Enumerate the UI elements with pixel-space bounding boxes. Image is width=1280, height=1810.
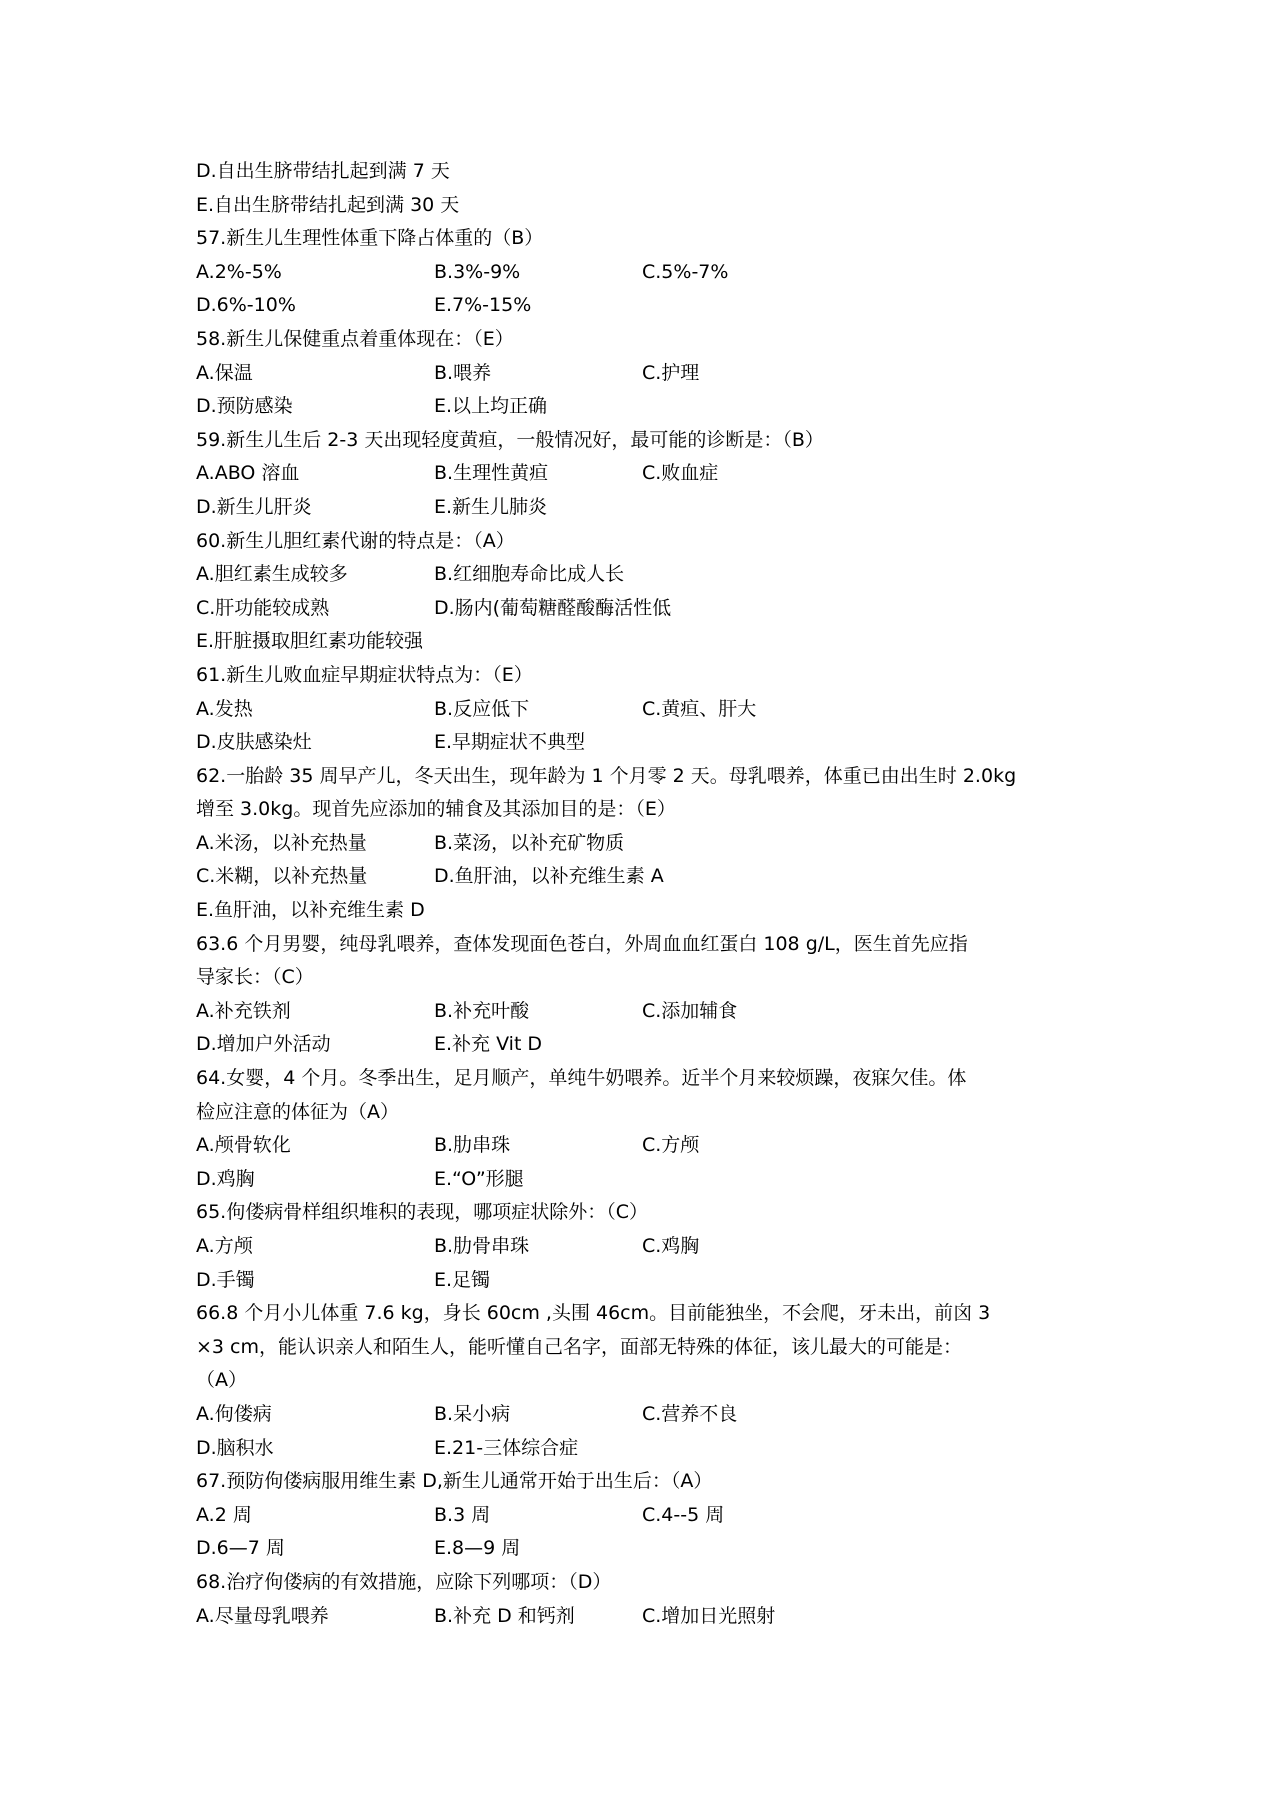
option-text: D.6—7 周 [196,1537,285,1560]
option-text: A.2 周 [196,1503,252,1526]
option-text: C.肝功能较成熟 [196,596,330,619]
option-text: B.补充 D 和钙剂 [434,1604,575,1627]
option-row [196,256,1096,290]
text-line: 增至 3.0kg。现首先应添加的辅食及其添加目的是：（E） [196,798,676,821]
option-row [196,1163,1096,1197]
option-text: E.补充 Vit D [434,1033,543,1056]
question-text: 65.佝偻病骨样组织堆积的表现，哪项症状除外：（C） [196,1201,648,1224]
option-text: B.3%-9% [434,260,521,283]
option-text: B.肋串珠 [434,1134,511,1157]
option-text: A.胆红素生成较多 [196,563,348,586]
option-row [196,827,1096,861]
option-text: C.护理 [642,361,700,384]
option-text: B.喂养 [434,361,492,384]
text-line: ×3 cm，能认识亲人和陌生人，能听懂自己名字，面部无特殊的体征，该儿最大的可能是： [196,1335,963,1358]
option-text: D.预防感染 [196,395,293,418]
option-text: B.红细胞寿命比成人长 [434,563,625,586]
option-text: D.增加户外活动 [196,1033,331,1056]
option-row [196,289,1096,323]
option-row [196,491,1096,525]
question-text: 61.新生儿败血症早期症状特点为：（E） [196,663,533,686]
option-text: E.8—9 周 [434,1537,521,1560]
text-line: E.肝脏摄取胆红素功能较强 [196,630,424,653]
option-row [196,1600,1096,1634]
option-text: A.2%-5% [196,260,282,283]
option-text: C.米糊，以补充热量 [196,865,368,888]
option-row [196,1129,1096,1163]
option-text: A.米汤，以补充热量 [196,831,367,854]
question-text: 60.新生儿胆红素代谢的特点是：（A） [196,529,515,552]
option-row [196,457,1096,491]
option-text: C.方颅 [642,1134,700,1157]
option-text: C.营养不良 [642,1402,738,1425]
option-text: E.足镯 [434,1268,491,1291]
option-text: C.5%-7% [642,260,729,283]
question-text: 66.8 个月小儿体重 7.6 kg，身长 60cm ,头围 46cm。目前能独坐，不会爬，牙未出，前囟 3 [196,1302,991,1325]
question-text: 59.新生儿生后 2-3 天出现轻度黄疸，一般情况好，最可能的诊断是：（B） [196,428,824,451]
option-row [196,390,1096,424]
option-text: C.黄疸、肝大 [642,697,757,720]
option-text: C.鸡胸 [642,1235,700,1257]
text-line: （A） [196,1369,247,1392]
option-text: C.添加辅食 [642,999,738,1022]
option-text: D.肠内(葡萄糖醛酸酶活性低 [434,596,672,619]
option-text: A.尽量母乳喂养 [196,1604,329,1627]
option-text: C.败血症 [642,462,719,485]
text-line: E.自出生脐带结扎起到满 30 天 [196,193,460,216]
option-text: D.鸡胸 [196,1167,255,1190]
question-text: 68.治疗佝偻病的有效措施，应除下列哪项：（D） [196,1570,612,1593]
option-text: E.早期症状不典型 [434,731,586,754]
option-row [196,1264,1096,1298]
option-text: B.反应低下 [434,697,530,720]
question-text: 57.新生儿生理性体重下降占体重的（B） [196,227,544,250]
option-text: A.颅骨软化 [196,1134,291,1157]
question-text: 67.预防佝偻病服用维生素 D,新生儿通常开始于出生后：（A） [196,1470,713,1493]
option-text: B.呆小病 [434,1402,511,1425]
option-text: C.增加日光照射 [642,1604,776,1627]
option-row [196,1028,1096,1062]
question-text: 63.6 个月男婴，纯母乳喂养，查体发现面色苍白，外周血血红蛋白 108 g/L，医生首先应指 [196,932,968,955]
question-text: 64.女婴，4 个月。冬季出生，足月顺产，单纯牛奶喂养。近半个月来较烦躁，夜寐欠佳。体 [196,1067,967,1090]
question-text: 58.新生儿保健重点着重体现在：（E） [196,327,514,350]
option-text: A.方颅 [196,1235,253,1257]
option-text: B.菜汤，以补充矿物质 [434,831,625,854]
question-list [196,155,1096,1633]
option-text: C.4--5 周 [642,1503,725,1526]
option-row [196,860,1096,894]
option-text: B.补充叶酸 [434,999,530,1022]
question-text: 62.一胎龄 35 周早产儿，冬天出生，现年龄为 1 个月零 2 天。母乳喂养，体重已由出生时 2.0kg [196,764,1017,787]
option-row [196,726,1096,760]
option-text: D.鱼肝油，以补充维生素 A [434,865,664,888]
option-text: A.佝偻病 [196,1402,272,1425]
option-text: A.ABO 溶血 [196,462,300,485]
option-row [196,1499,1096,1533]
option-row [196,1230,1096,1264]
option-row [196,558,1096,592]
option-text: E.新生儿肺炎 [434,495,548,518]
option-text: A.发热 [196,697,253,720]
option-text: E.“O”形腿 [434,1167,524,1190]
option-text: E.21-三体综合症 [434,1436,579,1459]
option-text: D.皮肤感染灶 [196,731,312,754]
text-line: 检应注意的体征为（A） [196,1100,399,1123]
option-row [196,1432,1096,1466]
option-row [196,1532,1096,1566]
option-row [196,357,1096,391]
option-text: D.脑积水 [196,1436,274,1459]
option-row [196,592,1096,626]
option-text: B.生理性黄疸 [434,462,549,485]
option-text: A.保温 [196,361,253,384]
option-text: E.以上均正确 [434,395,548,418]
option-row [196,693,1096,727]
option-text: A.补充铁剂 [196,999,291,1022]
option-text: B.肋骨串珠 [434,1235,530,1257]
text-line: E.鱼肝油，以补充维生素 D [196,899,425,922]
option-text: E.7%-15% [434,294,532,317]
option-text: D.6%-10% [196,294,296,317]
option-text: B.3 周 [434,1503,491,1526]
option-text: D.手镯 [196,1268,255,1291]
text-line: 导家长：（C） [196,966,314,989]
option-row [196,1398,1096,1432]
option-text: D.新生儿肝炎 [196,495,312,518]
text-line: D.自出生脐带结扎起到满 7 天 [196,160,450,182]
option-row [196,995,1096,1029]
